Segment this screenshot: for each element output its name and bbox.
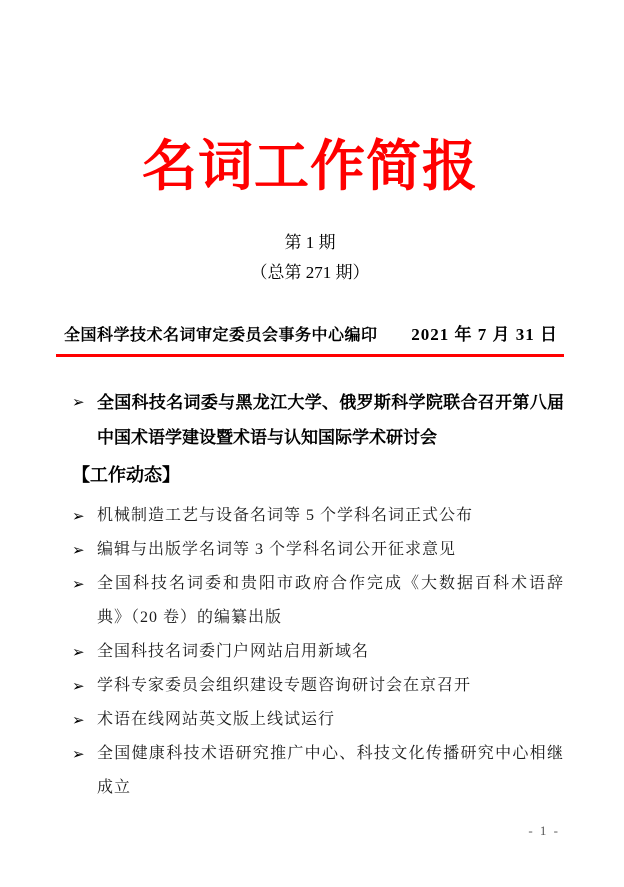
issue-total-number: （总第 271 期） bbox=[250, 263, 370, 282]
publisher-line bbox=[56, 320, 564, 357]
list-item bbox=[56, 499, 564, 533]
publish-date: 2021 年 7 月 31 日 bbox=[411, 325, 558, 344]
list-item-text: 全国科技名词委门户网站启用新域名 bbox=[97, 643, 370, 660]
list-item bbox=[56, 737, 564, 805]
arrow-bullet-icon: ➢ bbox=[72, 541, 85, 559]
headline-text: 全国科技名词委与黑龙江大学、俄罗斯科学院联合召开第八届中国术语学建设暨术语与认知国际学术研讨会 bbox=[97, 393, 564, 447]
list-item-text: 学科专家委员会组织建设专题咨询研讨会在京召开 bbox=[97, 677, 472, 694]
arrow-bullet-icon: ➢ bbox=[72, 643, 85, 661]
publisher-name: 全国科学技术名词审定委员会事务中心编印 bbox=[64, 327, 378, 344]
issue-number: 第 1 期 bbox=[284, 233, 336, 252]
arrow-bullet-icon: ➢ bbox=[72, 575, 85, 593]
arrow-bullet-icon: ➢ bbox=[72, 507, 85, 525]
list-item bbox=[56, 635, 564, 669]
page-number: - 1 - bbox=[528, 823, 560, 838]
list-item bbox=[56, 567, 564, 635]
list-item-text: 编辑与出版学名词等 3 个学科名词公开征求意见 bbox=[97, 541, 457, 558]
headline-item bbox=[56, 385, 564, 455]
list-item-text: 全国科技名词委和贵阳市政府合作完成《大数据百科术语辞典》（20 卷）的编纂出版 bbox=[97, 575, 564, 626]
section-title-work-updates: 【工作动态】 bbox=[72, 465, 180, 485]
arrow-bullet-icon: ➢ bbox=[72, 677, 85, 695]
arrow-bullet-icon: ➢ bbox=[72, 745, 85, 763]
list-item bbox=[56, 533, 564, 567]
news-list bbox=[56, 499, 564, 805]
list-item-text: 术语在线网站英文版上线试运行 bbox=[97, 711, 336, 728]
arrow-bullet-icon: ➢ bbox=[72, 393, 85, 411]
list-item-text: 全国健康科技术语研究推广中心、科技文化传播研究中心相继成立 bbox=[97, 745, 564, 796]
list-item bbox=[56, 703, 564, 737]
arrow-bullet-icon: ➢ bbox=[72, 711, 85, 729]
list-item-text: 机械制造工艺与设备名词等 5 个学科名词正式公布 bbox=[97, 507, 474, 524]
document-title: 名词工作简报 bbox=[141, 136, 478, 197]
list-item bbox=[56, 669, 564, 703]
